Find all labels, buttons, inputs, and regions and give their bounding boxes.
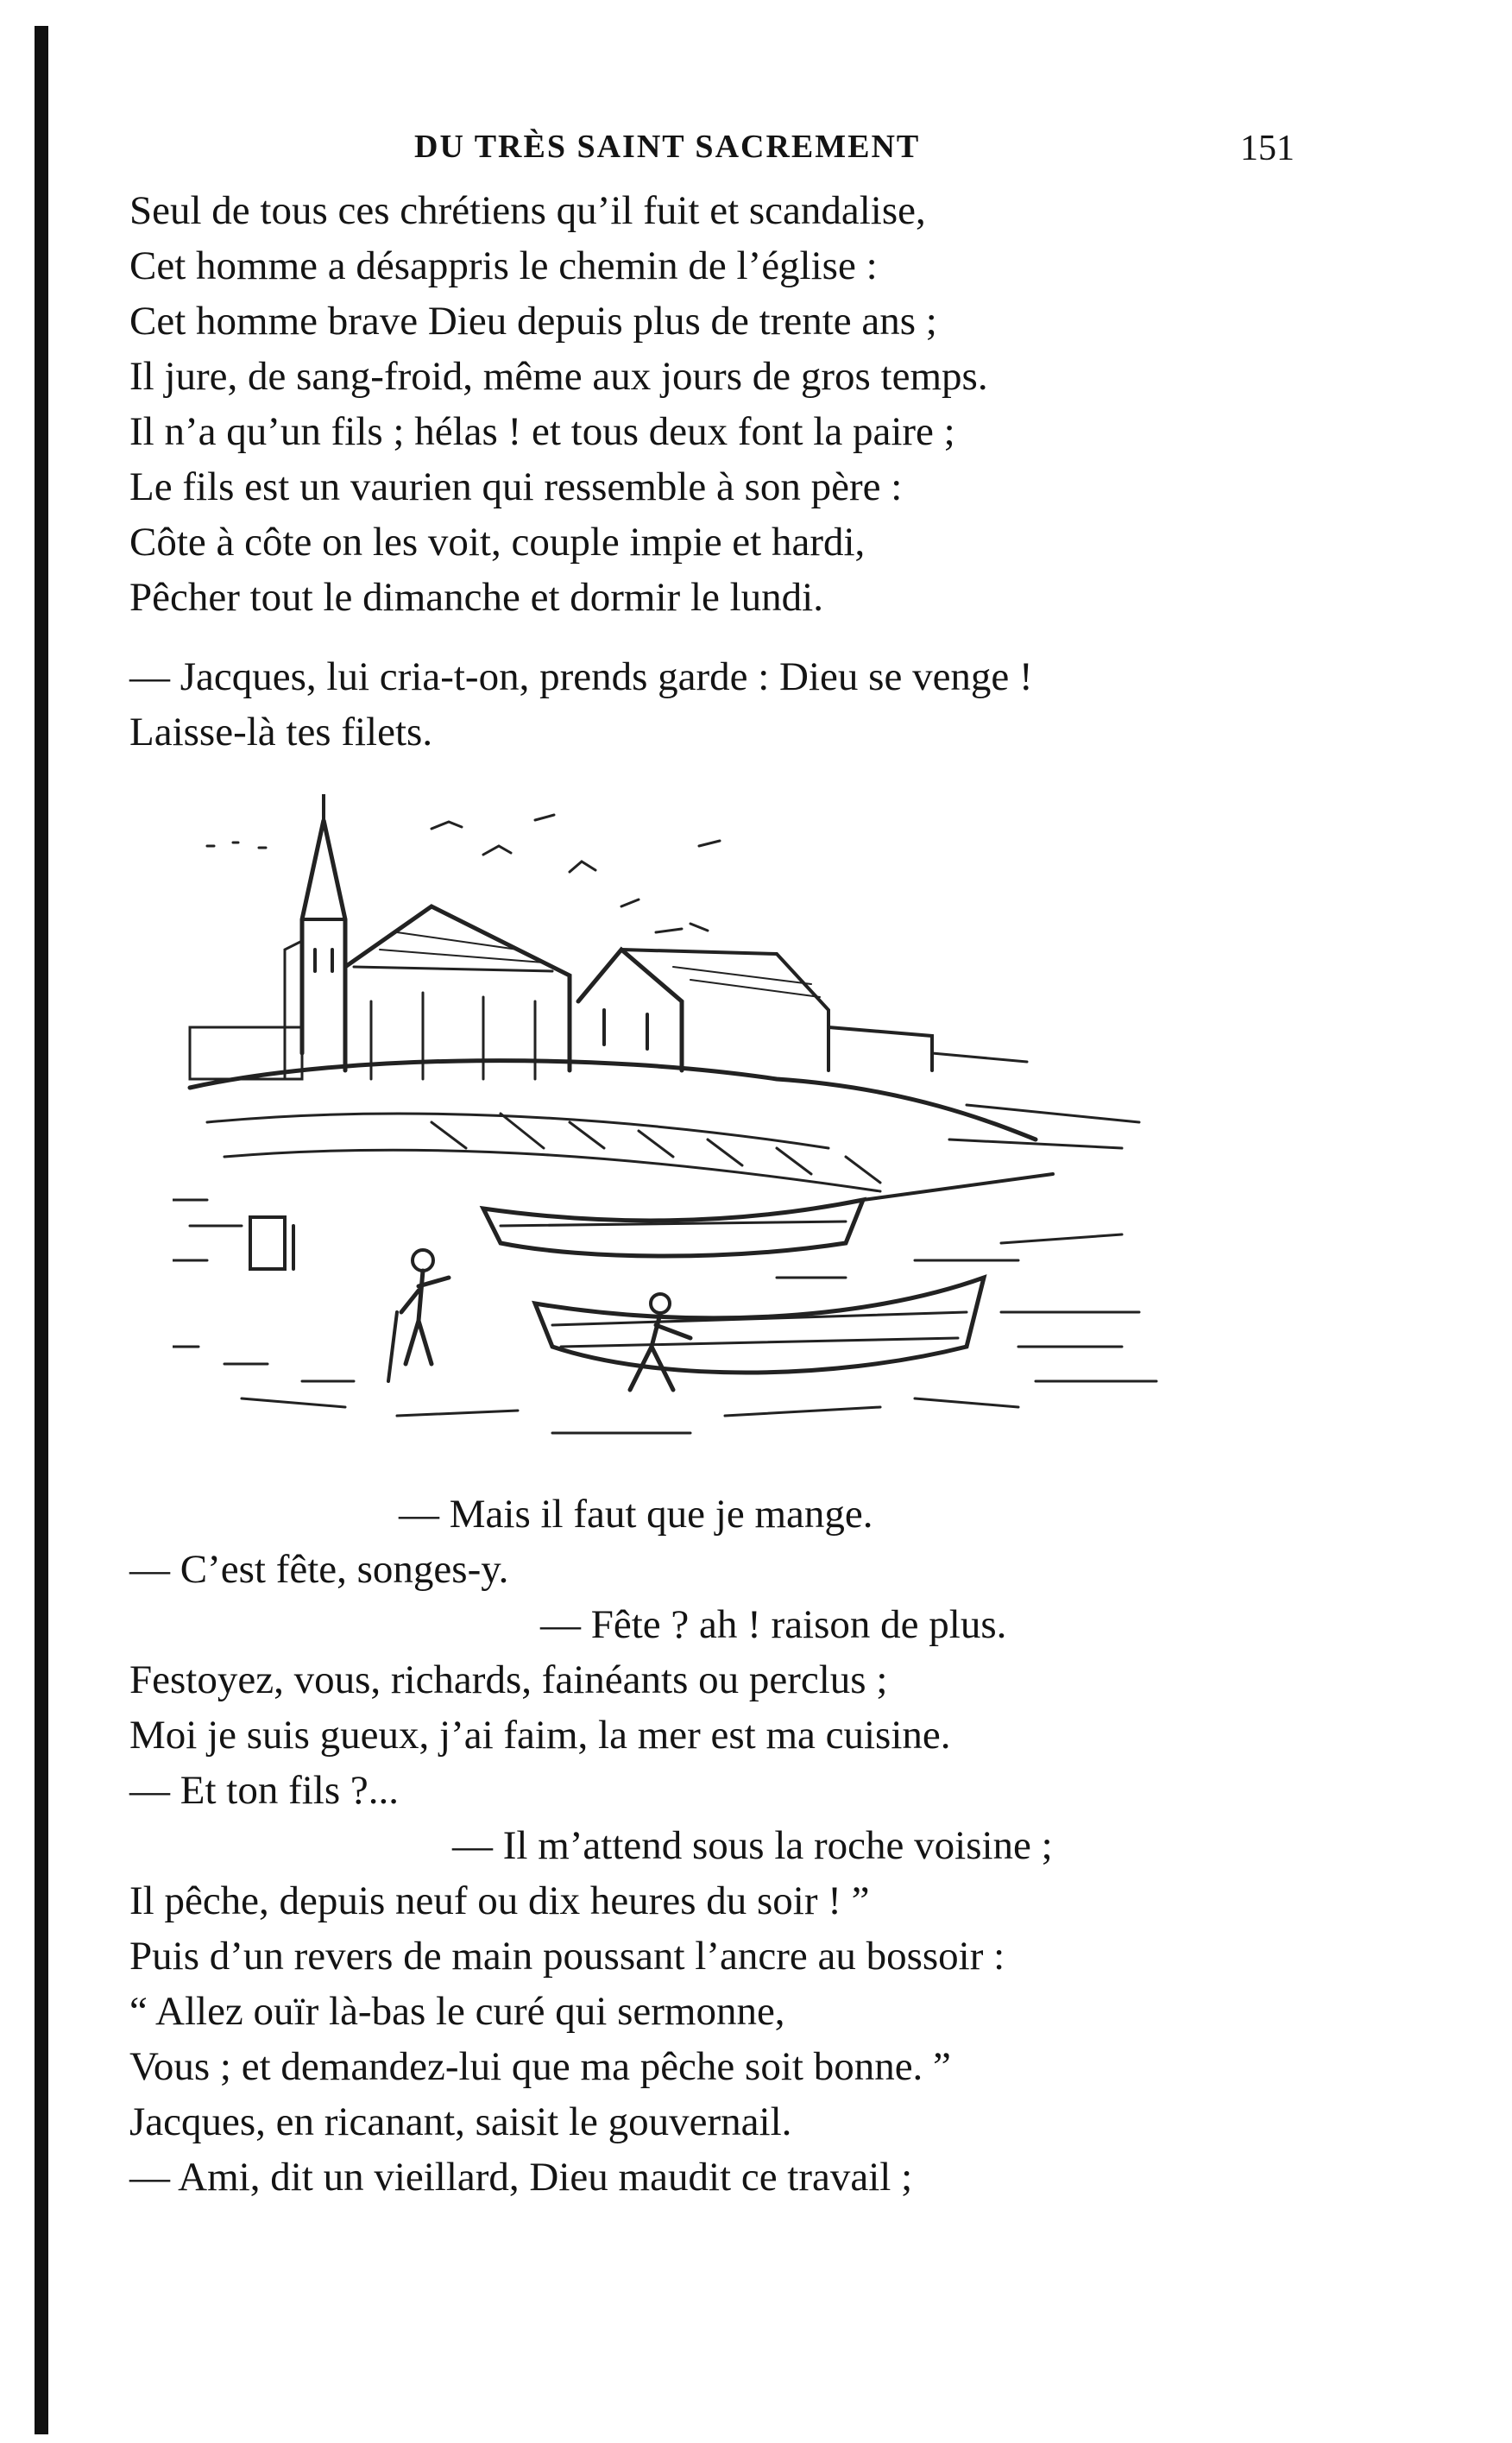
stanza-3 [129, 1487, 1251, 2205]
verse-line: Festoyez, vous, richards, fainéants ou perclus ; [129, 1657, 888, 1702]
verse-line: Cet homme brave Dieu depuis plus de trente ans ; [129, 299, 937, 344]
verse-line: — Mais il faut que je mange. [399, 1492, 873, 1537]
engraving-boats-village-icon [173, 794, 1208, 1450]
verse-line: Cet homme a désappris le chemin de l’église : [129, 243, 878, 288]
verse-line: Moi je suis gueux, j’ai faim, la mer est ma cuisine. [129, 1713, 951, 1758]
stanza-2 [129, 649, 1251, 760]
verse-line: Vous ; et demandez-lui que ma pêche soit bonne. ” [129, 2044, 951, 2089]
verse-line: Côte à côte on les voit, couple impie et hardi, [129, 520, 866, 565]
running-title: DU TRÈS SAINT SACREMENT [414, 129, 921, 165]
verse-line: Le fils est un vaurien qui ressemble à son père : [129, 464, 903, 509]
verse-line: Jacques, en ricanant, saisit le gouvernail. [129, 2099, 792, 2144]
verse-line: Seul de tous ces chrétiens qu’il fuit et scandalise, [129, 188, 926, 233]
verse-line: Il jure, de sang-froid, même aux jours de gros temps. [129, 354, 988, 399]
page-number: 151 [1240, 129, 1295, 168]
verse-line: Il n’a qu’un fils ; hélas ! et tous deux font la paire ; [129, 409, 955, 454]
verse-line: Puis d’un revers de main poussant l’ancre au bossoir : [129, 1934, 1005, 1979]
stanza-1 [129, 183, 1251, 625]
page-edge-bar [35, 26, 48, 2434]
verse-line: Laisse-là tes filets. [129, 710, 433, 754]
verse-line: Pêcher tout le dimanche et dormir le lundi. [129, 575, 823, 620]
verse-line: — Il m’attend sous la roche voisine ; [452, 1823, 1053, 1868]
verse-line: — Fête ? ah ! raison de plus. [540, 1602, 1007, 1647]
verse-line: — Jacques, lui cria-t-on, prends garde : Dieu se venge ! [129, 654, 1033, 699]
verse-line: — C’est fête, songes-y. [129, 1547, 509, 1592]
verse-line: “ Allez ouïr là-bas le curé qui sermonne, [129, 1989, 785, 2034]
verse-line: — Ami, dit un vieillard, Dieu maudit ce travail ; [129, 2155, 913, 2200]
verse-line: Il pêche, depuis neuf ou dix heures du soir ! ” [129, 1878, 870, 1923]
engraving-illustration [173, 794, 1208, 1455]
verse-line: — Et ton fils ?... [129, 1768, 399, 1813]
page-header [414, 128, 1295, 171]
